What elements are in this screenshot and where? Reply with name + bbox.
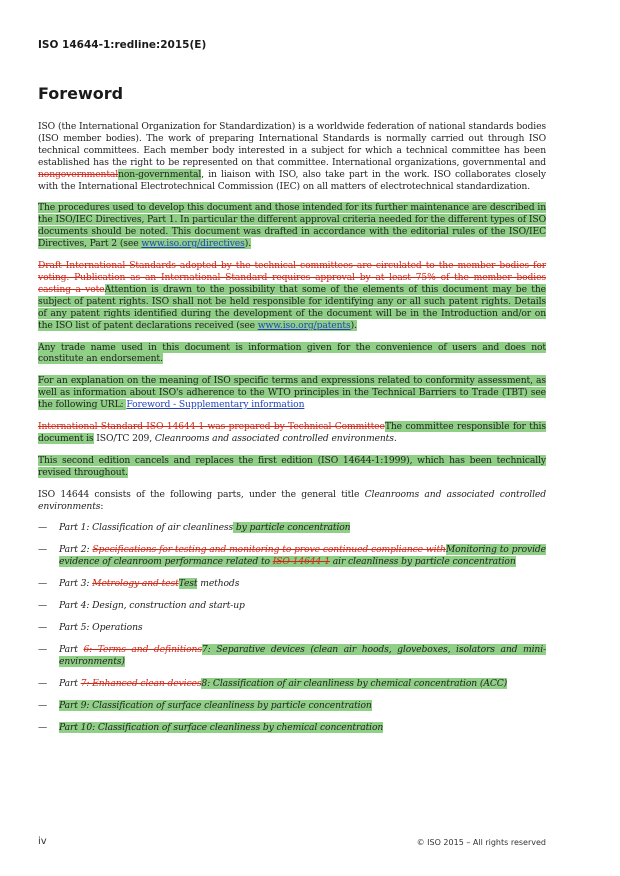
text: Part [59, 677, 81, 689]
dash: — [38, 544, 48, 556]
deleted-text: nongovernmental [38, 168, 119, 180]
list-item-part-10 [38, 722, 546, 734]
deleted-text: Draft International Standards adopted by the technical committees are circulated to the member bodies for voting. Publication as an International Standard requires approval by at least 75% of the member bodies casting a vote [38, 260, 546, 295]
inserted-text [38, 202, 546, 249]
inserted-text: non-governmental [118, 168, 202, 180]
list-item-part-8 [38, 678, 546, 690]
general-title: Cleanrooms and associated controlled environments [38, 488, 546, 512]
dash: — [38, 721, 48, 733]
dash: — [38, 600, 48, 612]
dash: — [38, 643, 48, 655]
inserted-text: by particle concentration [233, 522, 351, 534]
text: Part 5: Operations [59, 622, 143, 633]
dash: — [38, 622, 48, 633]
paragraph-trade-name [38, 342, 546, 366]
text: . [393, 432, 397, 444]
text: Part 1: Classification of air cleanliness [59, 522, 234, 534]
list-item-part-9 [38, 700, 546, 712]
text: ). [350, 319, 357, 331]
text: Part 10: Classification of surface cleanliness by chemical concentration [59, 721, 384, 733]
inserted-text: Test [178, 578, 198, 590]
inserted-text [38, 699, 372, 711]
inserted-text: The committee responsible for this document is [38, 421, 546, 444]
inserted-text: This second edition cancels and replaces the first edition (ISO 14644-1:1999), which has been technically revised throughout. [38, 454, 546, 478]
paragraph-committee [38, 421, 546, 445]
inserted-text: air cleanliness by particle concentration [329, 556, 516, 568]
inserted-text: Monitoring to provide evidence of cleanroom performance related to [59, 544, 546, 568]
directives-link[interactable]: www.iso.org/directives [141, 238, 245, 250]
section-title: Foreword [38, 84, 124, 103]
deleted-text: 6: Terms and definitions [83, 643, 202, 655]
inserted-text [38, 284, 546, 331]
dash: — [38, 677, 48, 689]
paragraph-patents [38, 260, 546, 331]
list-item-part-4 [38, 600, 546, 612]
committee-title: Cleanrooms and associated controlled environments [154, 432, 394, 444]
paragraph-conformity [38, 375, 546, 411]
document-id-header: ISO 14644-1:redline:2015(E) [38, 39, 207, 51]
text: methods [197, 578, 240, 590]
paragraph-parts-intro [38, 489, 546, 513]
text: Part [59, 643, 84, 655]
paragraph-edition [38, 455, 546, 479]
list-item-part-7 [38, 644, 546, 668]
parts-list [38, 522, 546, 733]
deleted-text: ISO 14644-1 [272, 556, 330, 568]
deleted-text: Metrology and test [92, 578, 179, 590]
deleted-text: Specifications for testing and monitoring to prove continued compliance with [92, 544, 446, 556]
text: Part 2: [59, 544, 93, 556]
patents-link[interactable]: www.iso.org/patents [257, 319, 351, 331]
text: ). [244, 238, 251, 250]
list-item-part-2 [38, 544, 546, 568]
deleted-text: 7: Enhanced clean devices [80, 677, 202, 689]
page-number: iv [38, 836, 47, 847]
deleted-text: International Standard ISO 14644-1 was prepared by Technical Committee [38, 421, 385, 433]
text: ISO (the International Organization for Standardization) is a worldwide federation of national standards bodies (ISO member bodies). The work of preparing International Standards is normally carried out through ISO technical committees. Each member body interested in a subject for which a technical committee has been established has the right to be represented on that committee. International organizations, governmental and [38, 121, 546, 168]
list-item-part-1 [38, 522, 546, 534]
paragraph-iso-intro [38, 121, 546, 192]
dash: — [38, 578, 48, 590]
inserted-text: Any trade name used in this document is information given for the convenience of users and does not constitute an endorsement. [38, 341, 546, 365]
inserted-text: 7: Separative devices (clean air hoods, gloveboxes, isolators and mini-environments) [59, 643, 547, 667]
text: Part 9: Classification of surface cleanliness by particle concentration [59, 699, 372, 711]
text: ISO 14644 consists of the following parts, under the general title [38, 488, 365, 500]
dash: — [38, 699, 48, 711]
foreword-body [38, 121, 546, 743]
text: For an explanation on the meaning of ISO specific terms and expressions related to conformity assessment, as well as information about ISO's adherence to the WTO principles in the Technical Barriers to Trade (TBT) see the following URL: [38, 375, 546, 411]
text: The procedures used to develop this document and those intended for its further maintenance are described in the ISO/IEC Directives, Part 1. In particular the different approval criteria needed for the different types of ISO documents should be noted. This document was drafted in accordance with the editorial rules of the ISO/IEC Directives, Part 2 (see [38, 202, 546, 250]
inserted-text: 8: Classification of air cleanliness by chemical concentration (ACC) [201, 677, 508, 689]
inserted-text [38, 721, 384, 733]
paragraph-procedures [38, 202, 546, 250]
text: Attention is drawn to the possibility that some of the elements of this document may be the subject of patent rights. ISO shall not be held responsible for identifying any or all such patent rights. Details of any patent rights identified during the development of the document will be in the Introduction and/or on the ISO list of patent declarations received (see [38, 283, 546, 331]
text: ISO/TC 209, [93, 432, 155, 444]
copyright-notice: © ISO 2015 – All rights reserved [416, 838, 546, 847]
list-item-part-3 [38, 578, 546, 590]
dash: — [38, 522, 48, 534]
text: Part 4: Design, construction and start-up [59, 600, 245, 612]
text: : [100, 500, 104, 512]
list-item-part-5 [38, 622, 546, 634]
supplementary-info-link[interactable]: Foreword - Supplementary information [126, 399, 305, 411]
text: Part 3: [59, 578, 93, 590]
text: , in liaison with ISO, also take part in the work. ISO collaborates closely with the International Electrotechnical Commission (IEC) on all matters of electrotechnical standardization. [38, 168, 546, 192]
